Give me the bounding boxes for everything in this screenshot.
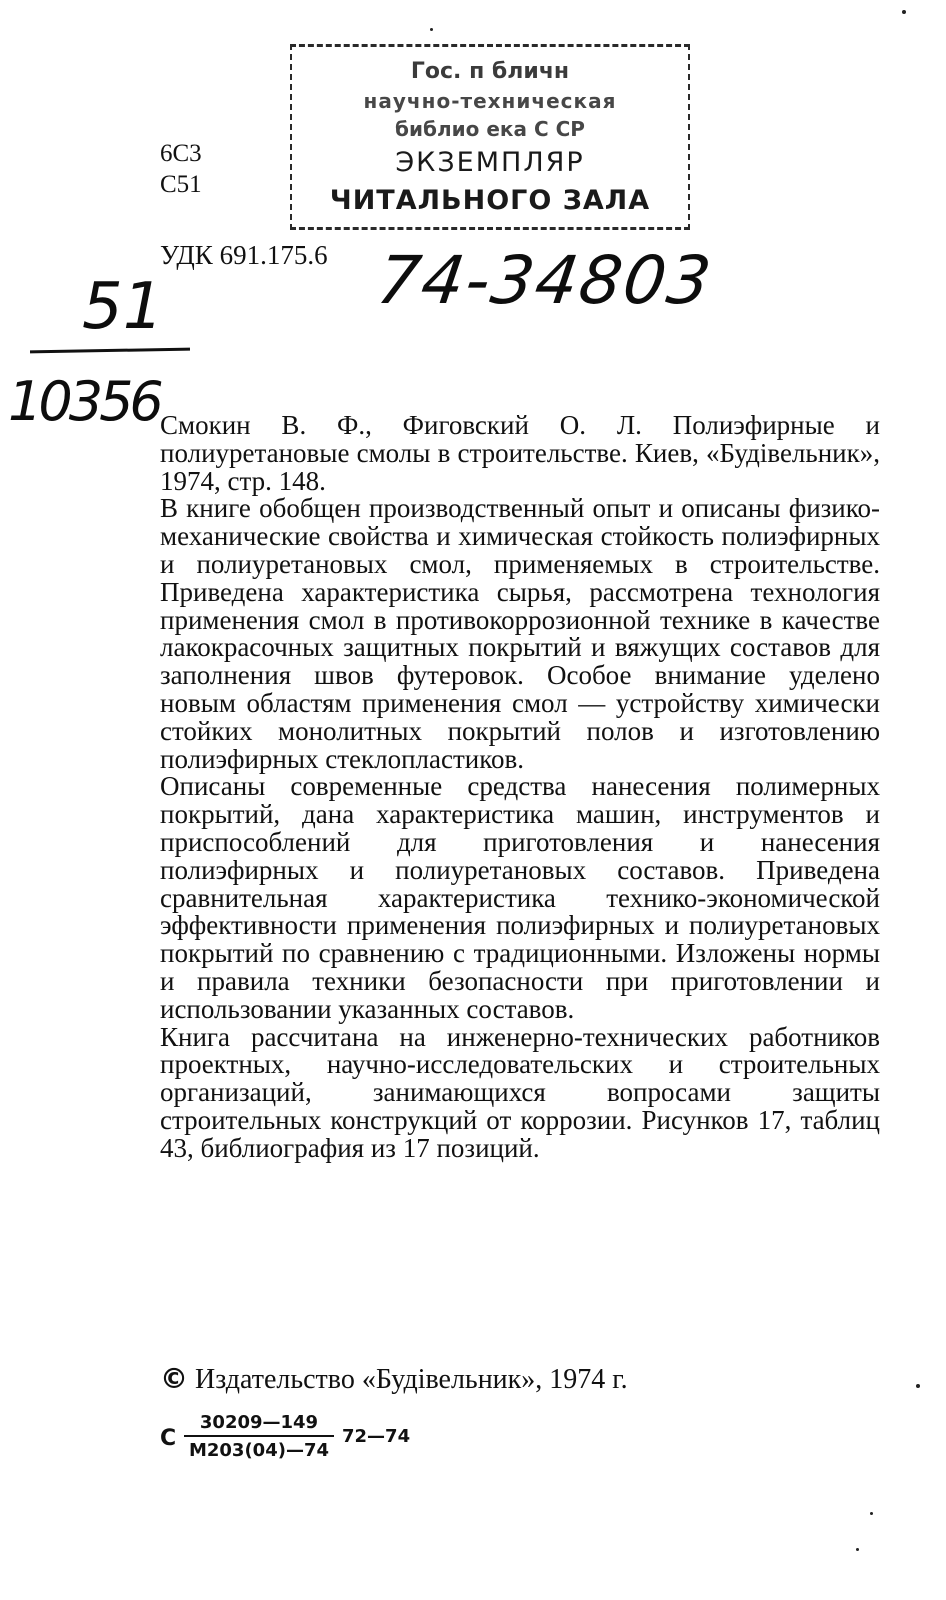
copyright-line: [160, 1362, 628, 1396]
class-code-1: 6С3: [160, 140, 202, 167]
handwritten-inventory-number: 74-34803: [372, 242, 718, 319]
stamp-line-5: ЧИТАЛЬНОГО ЗАЛА: [329, 185, 651, 216]
index-denominator: М203(04)—74: [188, 1440, 330, 1461]
paper-speck: [430, 28, 433, 31]
paper-speck: [902, 10, 906, 14]
stamp-line-3: библио ека С СР: [395, 117, 585, 141]
classification-codes: [160, 138, 202, 200]
class-code-2: С51: [160, 171, 202, 198]
annotation-text: [160, 412, 880, 1163]
stamp-line-2: научно-техническая: [363, 89, 617, 113]
handwritten-shelf-bottom: 10356: [8, 370, 160, 433]
copyright-text: Издательство «Будівельник», 1974 г.: [195, 1364, 628, 1395]
paper-speck: [856, 1548, 859, 1551]
library-stamp: [290, 44, 690, 230]
paper-speck: [916, 1384, 920, 1388]
handwritten-fraction-line: [30, 348, 190, 354]
paper-speck: [870, 1512, 873, 1515]
annotation-paragraph-2: Описаны современные средства нанесения полимерных покрытий, дана характеристика машин, инструментов и приспособлений для приготовления и нанесения полиэфирных и полиуретановых составов. Приведена сравнительная характеристика технико-экономической эффективности применения полиэфирных и полиуретановых покрытий по сравнению с традиционными. Изложены нормы и правила техники безопасности при приготовлении и использовании указанных составов.: [160, 771, 880, 1024]
handwritten-shelf-top: 51: [82, 270, 164, 344]
annotation-paragraph-3: Книга рассчитана на инженерно-технических работников проектных, научно-исследовательских и строительных организаций, занимающихся вопросами защиты строительных конструкций от коррозии. Рисунков 17, таблиц 43, библиография из 17 позиций.: [160, 1021, 880, 1163]
udk-code: УДК 691.175.6: [160, 240, 328, 270]
annotation-paragraph-1: В книге обобщен производственный опыт и описаны физико-механические свойства и химическая стойкость полиэфирных и полиуретановых смол, применяемых в строительстве. Приведена характеристика сырья, рассмотрена технология применения смол в противокоррозионной технике в качестве лакокрасочных защитных покрытий и вяжущих составов для заполнения швов футеровок. Особое внимание уделено новым областям применения смол — устройству химически стойких монолитных покрытий полов и изготовлению полиэфирных стеклопластиков.: [160, 493, 880, 774]
copyright-icon: ©: [160, 1362, 188, 1395]
stamp-line-4: ЭКЗЕМПЛЯР: [395, 147, 585, 178]
bibliographic-entry: Смокин В. Ф., Фиговский О. Л. Полиэфирные и полиуретановые смолы в строительстве. Киев, «Будівельник», 1974, стр. 148.: [160, 410, 880, 496]
index-fraction: [184, 1412, 334, 1461]
stamp-line-1: Гос. п бличн: [410, 59, 570, 84]
index-suffix: 72—74: [342, 1426, 411, 1447]
index-numerator: 30209—149: [184, 1412, 334, 1437]
index-prefix: С: [160, 1426, 177, 1451]
